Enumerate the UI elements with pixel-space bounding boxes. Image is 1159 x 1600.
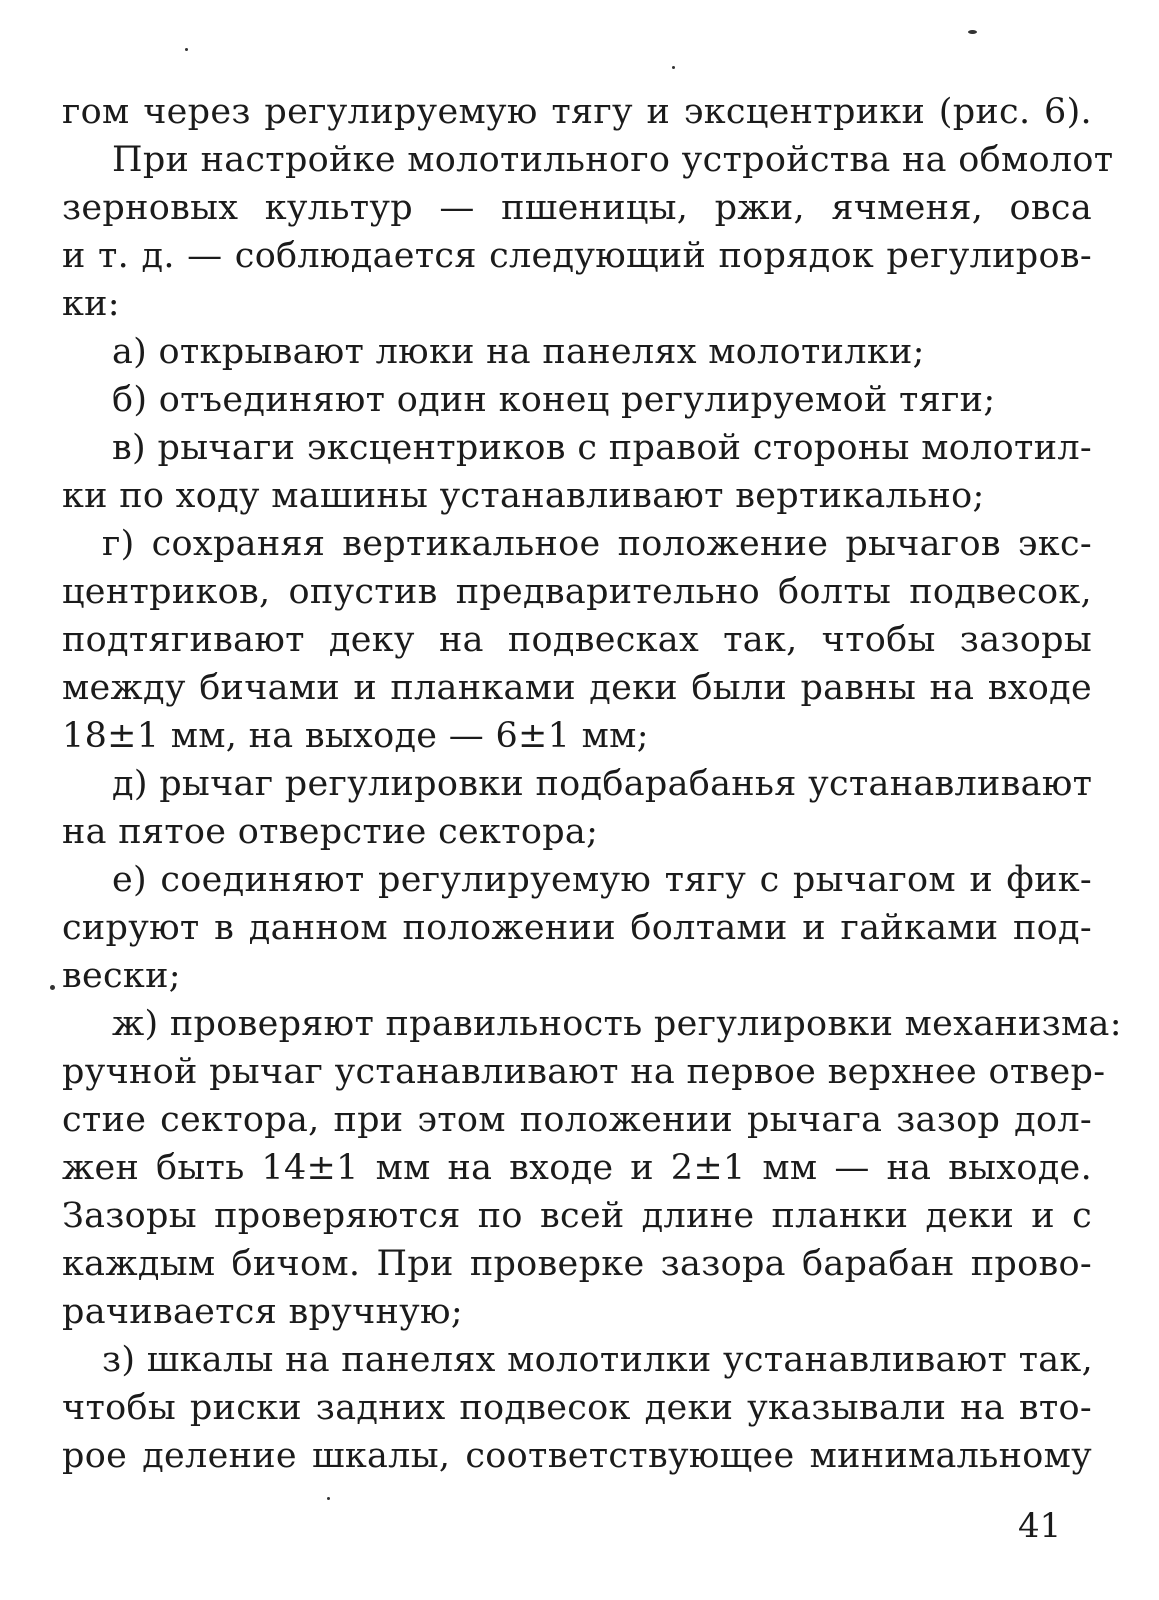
text-line: При настройке молотильного устройства на обмолот — [112, 140, 1114, 180]
text-line: стие сектора, при этом положении рычага зазор дол- — [62, 1100, 1092, 1140]
text-line: гом через регулируемую тягу и эксцентрики (рис. 6). — [62, 92, 1092, 132]
text-line: подтягивают деку на подвесках так, чтобы зазоры — [62, 620, 1092, 660]
text-line: ки: — [62, 284, 120, 324]
text-line: и т. д. — соблюдается следующий порядок регулиров- — [62, 236, 1092, 276]
text-line: жен быть 14±1 мм на входе и 2±1 мм — на выходе. — [62, 1148, 1092, 1188]
text-line: зерновых культур — пшеницы, ржи, ячменя, овса — [62, 188, 1092, 228]
page-number: 41 — [1018, 1506, 1062, 1546]
text-line: ручной рычаг устанавливают на первое верхнее отвер- — [62, 1052, 1106, 1092]
list-item-z: з) шкалы на панелях молотилки устанавливают так, — [102, 1340, 1093, 1380]
ink-speck — [50, 985, 55, 990]
ink-speck — [185, 48, 188, 51]
text-line: на пятое отверстие сектора; — [62, 812, 599, 852]
text-line: сируют в данном положении болтами и гайками под- — [62, 908, 1092, 948]
list-item-d: д) рычаг регулировки подбарабанья устанавливают — [112, 764, 1093, 804]
list-item-v: в) рычаги эксцентриков с правой стороны молотил- — [112, 428, 1092, 468]
ink-speck — [968, 30, 977, 34]
text-line: вески; — [62, 956, 181, 996]
text-line: 18±1 мм, на выходе — 6±1 мм; — [62, 716, 649, 756]
text-line: центриков, опустив предварительно болты подвесок, — [62, 572, 1092, 612]
text-line: каждым бичом. При проверке зазора барабан прово- — [62, 1244, 1092, 1284]
ink-speck — [327, 1497, 330, 1500]
text-line: чтобы риски задних подвесок деки указывали на вто- — [62, 1388, 1092, 1428]
list-item-zh: ж) проверяют правильность регулировки механизма: — [112, 1004, 1122, 1044]
list-item-b: б) отъединяют один конец регулируемой тяги; — [112, 380, 996, 420]
list-item-a: а) открывают люки на панелях молотилки; — [112, 332, 925, 372]
ink-speck — [672, 66, 675, 69]
text-line: рое деление шкалы, соответствующее минимальному — [62, 1436, 1092, 1476]
list-item-g: г) сохраняя вертикальное положение рычагов экс- — [102, 524, 1092, 564]
text-line: Зазоры проверяются по всей длине планки деки и с — [62, 1196, 1092, 1236]
list-item-e: е) соединяют регулируемую тягу с рычагом и фик- — [112, 860, 1092, 900]
text-line: между бичами и планками деки были равны на входе — [62, 668, 1092, 708]
text-line: рачивается вручную; — [62, 1292, 463, 1332]
text-line: ки по ходу машины устанавливают вертикально; — [62, 476, 985, 516]
